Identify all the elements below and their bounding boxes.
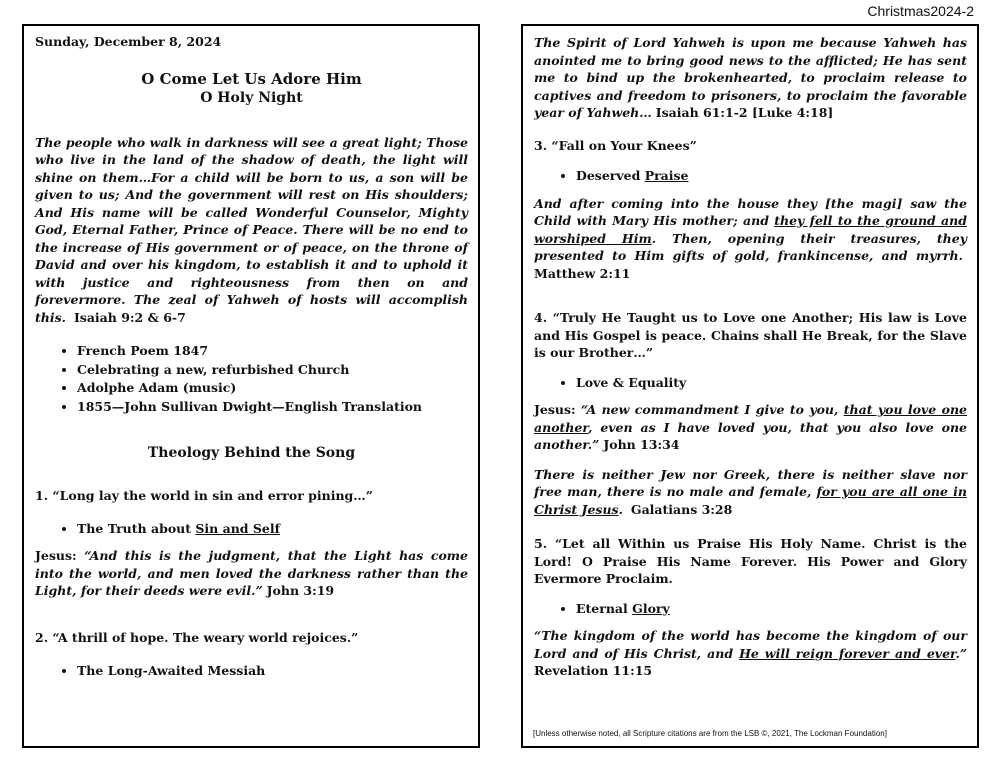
luke-passage: The Spirit of Lord Yahweh is upon me because Yahweh has anointed me to bring good news to the afflicted; He has sent me to bind up the brokenhearted, to proclaim release to captives and freedom to prisoners, to proclaim the favorable year of Yahweh… Isaiah 61:1-2 [Luke 4:18] [534, 35, 967, 120]
point-1: 1. “Long lay the world in sin and error pining…” [35, 488, 373, 503]
list-item: • Celebrating a new, refurbished Church [77, 361, 468, 380]
point-2: 2. “A thrill of hope. The weary world rejoices.” [35, 629, 359, 645]
revelation-11-15: “The kingdom of the world has become the kingdom of our Lord and of His Christ, and He will reign forever and ever.” Revelation 11:15 [534, 628, 968, 678]
list-item: • 1855—John Sullivan Dwight—English Translation [77, 398, 468, 417]
matthew-2-11: And after coming into the house they [the magi] saw the Child with Mary His mother; and they fell to the ground and worshiped Him. Then, opening their treasures, they presented to Him gifts of gold, frankincense, and myrrh. Matthew 2:11 [534, 195, 967, 281]
point-3-list [534, 167, 967, 186]
song-subtitle: O Holy Night [200, 89, 303, 106]
theology-heading: Theology Behind the Song [147, 445, 356, 461]
isaiah-passage: The people who walk in darkness will see a great light; Those who live in the land of the shadow of death, the light will shine on them…For a child will be born to us, a son will be given to us; And the government will rest on His shoulders; And His name will be called Wonderful Counselor, Mighty God, Eternal Father, Prince of Peace. There will be no end to the increase of His government or of peace, on the throne of David and over his kingdom, to establish it and to uphold it with justice and righteousness from then on and forevermore. The zeal of Yahweh of hosts will accomplish this. Isaiah 9:2 & 6-7 [35, 134, 468, 325]
sermon-title: O Come Let Us Adore Him [141, 69, 362, 88]
document-code: Christmas2024-2 [867, 3, 974, 19]
john-3-19: Jesus: “And this is the judgment, that the Light has come into the world, and men loved the darkness rather than the Light, for their deeds were evil.” John 3:19 [35, 548, 468, 598]
list-item: • The Truth about Sin and Self [77, 520, 468, 539]
footnote: [Unless otherwise noted, all Scripture citations are from the LSB ©, 2021, The Lockman Foundation] [533, 729, 887, 738]
history-list [35, 342, 468, 416]
point-5: 5. “Let all Within us Praise His Holy Name. Christ is the Lord! O Praise His Name Forever. His Power and Glory Evermore Proclaim. [534, 536, 967, 586]
list-item: • Eternal Glory [576, 600, 967, 619]
service-date: Sunday, December 8, 2024 [35, 34, 222, 49]
list-item: • The Long-Awaited Messiah [77, 662, 468, 681]
list-item: • Love & Equality [576, 374, 967, 393]
point-2-list [35, 662, 468, 681]
list-item: • Adolphe Adam (music) [77, 379, 468, 398]
john-13-34: Jesus: “A new commandment I give to you, that you love one another, even as I have loved you, that you also love one another.” John 13:34 [534, 402, 967, 452]
point-4-list [534, 374, 967, 393]
list-item: • French Poem 1847 [77, 342, 468, 361]
list-item: • Deserved Praise [576, 167, 967, 186]
point-1-list [35, 520, 468, 539]
isaiah-reference: Isaiah 9:2 & 6-7 [73, 309, 186, 325]
point-5-list [534, 600, 967, 619]
galatians-3-28: There is neither Jew nor Greek, there is neither slave nor free man, there is no male and female, for you are all one in Christ Jesus. Galatians 3:28 [534, 466, 967, 517]
left-page [22, 24, 480, 748]
right-page [521, 24, 979, 748]
point-4: 4. “Truly He Taught us to Love one Another; His law is Love and His Gospel is peace. Chains shall He Break, for the Slave is our Brother…” [534, 310, 967, 360]
point-3: 3. “Fall on Your Knees” [534, 137, 697, 153]
